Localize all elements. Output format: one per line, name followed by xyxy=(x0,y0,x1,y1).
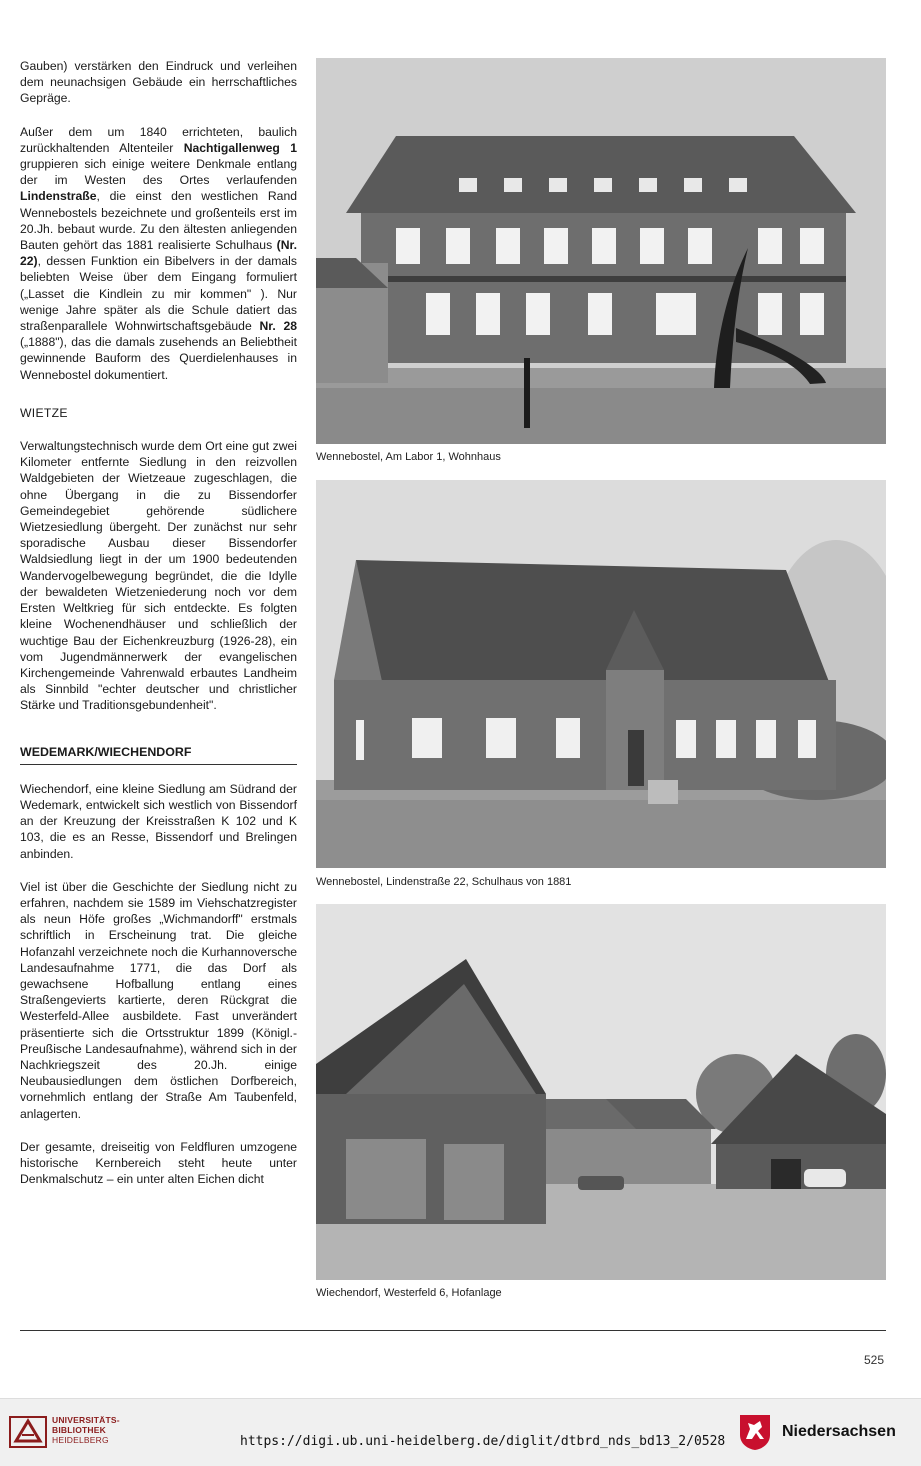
caption-hofanlage: Wiechendorf, Westerfeld 6, Hofanlage xyxy=(316,1287,502,1299)
paragraph-lindenstrasse: Außer dem um 1840 errichteten, baulich zurückhaltenden Altenteiler Nachtigallenweg 1 gruppieren sich einige weitere Denkmale entlang der im Westen des Ortes verlaufenden Lindenstraße, die einst den westlichen Rand Wennebostels bezeichnete und großenteils erst im 20.Jh. bebaut wurde. Zu den ältesten anliegenden Bauten gehört das 1881 realisierte Schulhaus (Nr. 22), dessen Funktion ein Bibelvers in der damals beliebten Weise über dem Eingang formuliert („Lasset die Kindlein zu mir kommen" ). Nur wenige Jahre später als die Schule datiert das straßenparallele Wohnwirtschaftsgebäude Nr. 28 („1888"), das die damals zusehends an Beliebtheit gewinnende Bauform des Querdielenhauses in Wennebostel dokumentiert. xyxy=(20,124,298,382)
street-nachtigallenweg: Nachtigallenweg 1 xyxy=(183,140,297,155)
paragraph-wiechendorf-history: Viel ist über die Geschichte der Siedlung nicht zu erfahren, nachdem sie 1589 im Viehschatzregister als neun Höfe großes „Wichmandorff" erstmals schriftlich in Erscheinung trat. Die gleiche Hofanzahl verzeichnete noch die Kurhannoversche Landesaufnahme 1771, die das Dorf als gewachsene Hofballung entlang eines Straßengevierts kartierte, deren Rückgrat die Westerfeld-Allee ausbildete. Fast unverändert präsentierte sich die Ortsstruktur 1899 (Königl.-Preußische Landesaufnahme), während sich in der Nachkriegszeit des 20.Jh. einige Neubausiedlungen dem östlichen Dorfbereich, vornehmlich entlang der Straße Am Taubenfeld, anlagerten. xyxy=(20,879,297,1121)
university-library-name[interactable]: UNIVERSITÄTS- BIBLIOTHEK HEIDELBERG xyxy=(52,1415,120,1445)
paragraph-intro: Gauben) verstärken den Eindruck und verleihen dem neunachsigen Gebäude ein herrschaftliches Gepräge. xyxy=(20,59,297,106)
caption-schulhaus: Wennebostel, Lindenstraße 22, Schulhaus von 1881 xyxy=(316,876,572,888)
niedersachsen-horse-crest-icon[interactable] xyxy=(736,1413,774,1451)
street-lindenstrasse: Lindenstraße xyxy=(20,189,97,204)
footer-bar xyxy=(0,1398,921,1466)
document-url-link[interactable]: https://digi.ub.uni-heidelberg.de/diglit/dtbrd_nds_bd13_2/0528 xyxy=(240,1434,726,1449)
niedersachsen-label[interactable]: Niedersachsen xyxy=(782,1423,896,1440)
photo-hofanlage xyxy=(316,904,886,1280)
photo-schulhaus xyxy=(316,480,886,868)
paragraph-wiechendorf-protection: Der gesamte, dreiseitig von Feldfluren umzogene historische Kernbereich steht heute unter Denkmalschutz – ein unter alten Eichen dicht xyxy=(20,1139,297,1187)
paragraph-wiechendorf-location: Wiechendorf, eine kleine Siedlung am Südrand der Wedemark, entwickelt sich westlich von Bissendorf an der Kreuzung der Kreisstraßen K 102 und K 103, die es an Resse, Bissendorf und Brelingen anbinden. xyxy=(20,781,297,861)
section-heading-wietze: WIETZE xyxy=(20,405,68,420)
university-library-logo-icon[interactable] xyxy=(8,1411,48,1451)
house-nr-28: Nr. 28 xyxy=(259,319,298,334)
page-number: 525 xyxy=(863,1353,884,1367)
section-heading-wiechendorf: WEDEMARK/WIECHENDORF xyxy=(20,744,297,765)
text-column xyxy=(20,58,297,1187)
bottom-rule xyxy=(20,1330,886,1331)
caption-wohnhaus: Wennebostel, Am Labor 1, Wohnhaus xyxy=(316,451,501,463)
house-nr-22: (Nr. 22) xyxy=(20,238,297,269)
paragraph-wietze: Verwaltungstechnisch wurde dem Ort eine gut zwei Kilometer entfernte Siedlung in den reizvollen Waldgebieten der Wietzeaue zugeschlagen, die ohne Übergang in die zu Bissendorfer Gemeindegebiet gehörende südlichere Wietzesiedlung übergeht. Der zunächst nur sehr sporadische Ausbau dieser Bissendorfer Waldsiedlung liegt in der um 1900 bedeutenden Wandervogelbewegung begründet, die die Idylle der bewaldeten Wietzeniederung noch vor dem Ersten Weltkrieg für sich entdeckte. Es folgten kleine Wochenendhäuser und schließlich der wuchtige Bau der Eichenkreuzburg (1926-28), ein vom Jugendmännerwerk der evangelischen Kirchengemeinde Vahrenwald erbautes Landheim als Sinnbild "echter deutscher und christlicher Stärke und Traditionsgebundenheit". xyxy=(20,439,297,713)
photo-wohnhaus xyxy=(316,58,886,444)
